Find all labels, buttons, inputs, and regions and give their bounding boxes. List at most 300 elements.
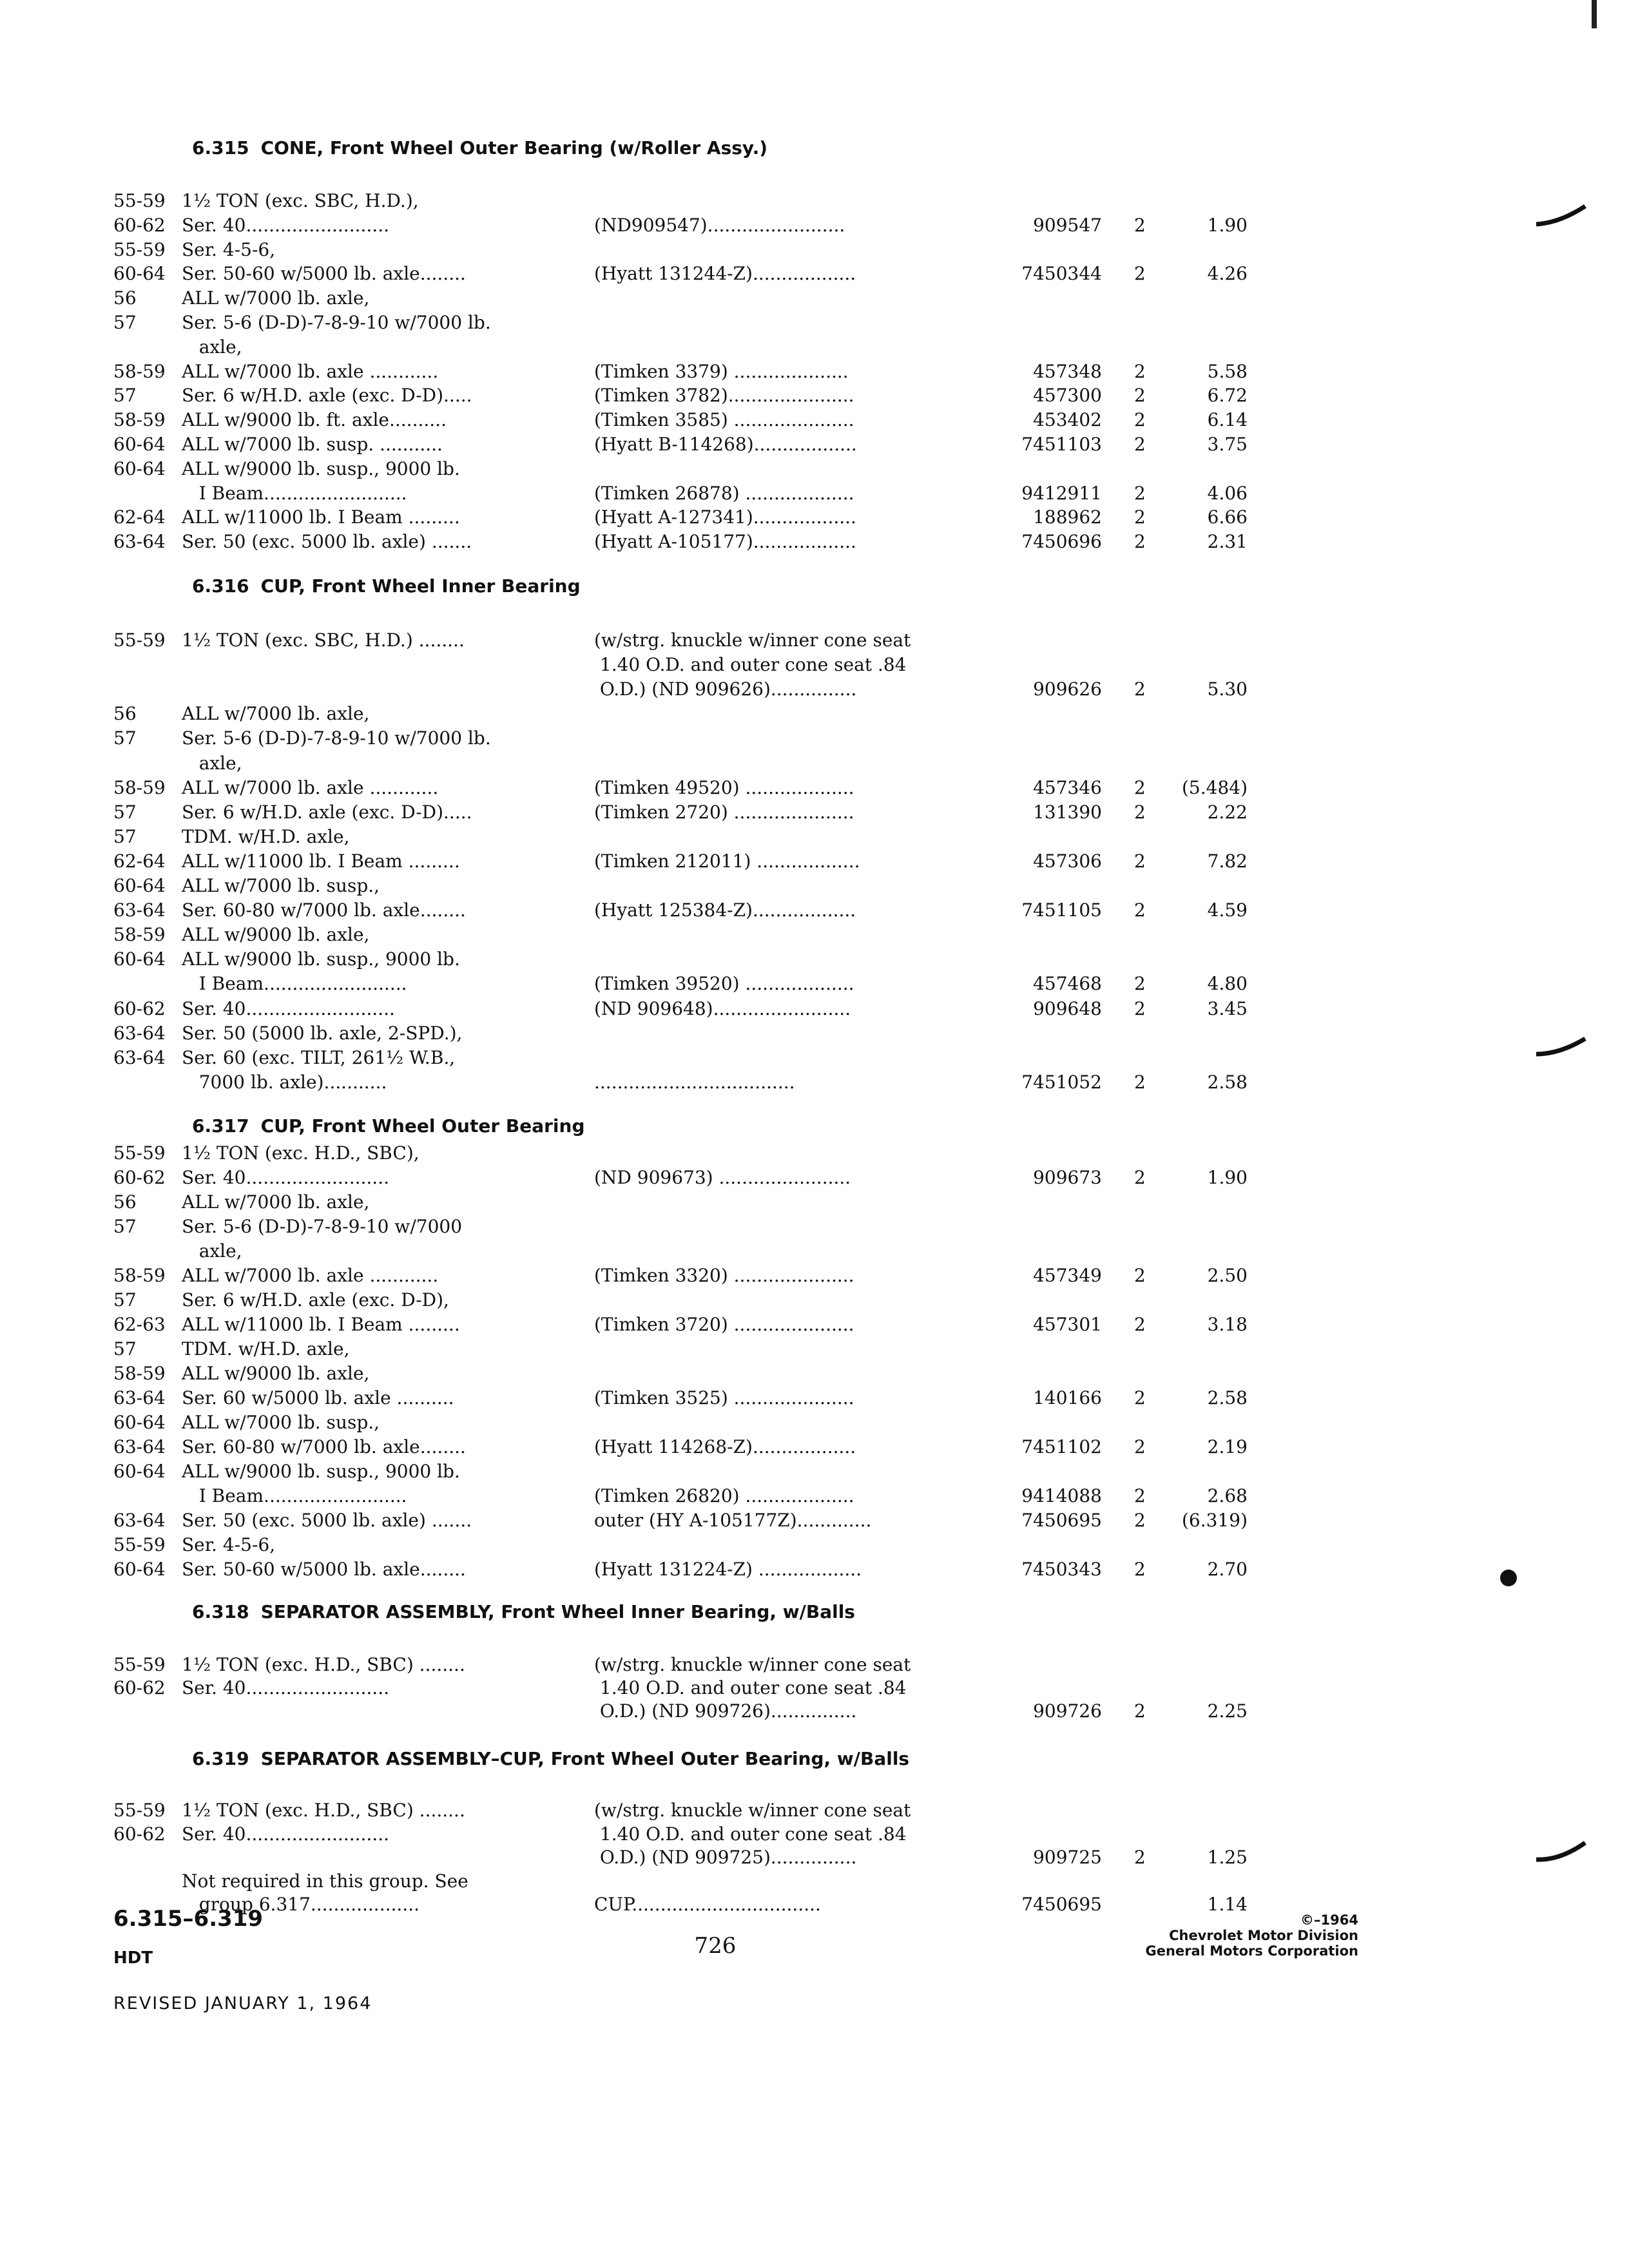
application-cell: Ser. 50-60 w/5000 lb. axle........ — [182, 263, 466, 284]
table-row — [0, 1165, 1629, 1191]
part-number-cell: 9414088 — [1021, 1485, 1102, 1506]
price-cell: 1.90 — [1207, 1167, 1248, 1188]
table-row — [0, 1045, 1629, 1071]
year-range-cell: 60-64 — [113, 263, 166, 284]
table-row — [0, 800, 1629, 825]
reference-cell: O.D.) (ND 909726)............... — [594, 1700, 857, 1722]
quantity-cell: 2 — [1134, 483, 1146, 504]
section-heading — [192, 1746, 909, 1772]
application-cell: Ser. 60 w/5000 lb. axle .......... — [182, 1387, 454, 1408]
part-number-cell: 7450343 — [1021, 1559, 1102, 1580]
section-heading — [192, 573, 581, 599]
part-number-cell: 909673 — [1033, 1167, 1102, 1188]
table-row — [0, 1287, 1629, 1313]
part-number-cell: 7451052 — [1021, 1072, 1102, 1093]
year-range-cell: 60-62 — [113, 1167, 166, 1188]
application-cell: axle, — [182, 753, 242, 774]
year-range-cell: 57 — [113, 1338, 137, 1360]
application-cell: ALL w/7000 lb. axle, — [182, 1191, 370, 1213]
price-cell: 1.90 — [1207, 215, 1248, 236]
margin-mark-icon — [1534, 1830, 1592, 1869]
quantity-cell: 2 — [1134, 973, 1146, 994]
reference-cell: (Timken 3585) ..................... — [594, 409, 854, 430]
table-row — [0, 1238, 1629, 1264]
section-heading — [192, 1113, 585, 1139]
price-cell: 7.82 — [1207, 850, 1248, 872]
reference-cell: (ND909547)........................ — [594, 215, 845, 236]
application-cell: ALL w/7000 lb. susp. ........... — [182, 434, 443, 455]
application-cell: 7000 lb. axle)........... — [182, 1072, 387, 1093]
reference-cell: (Hyatt 125384-Z).................. — [594, 899, 856, 921]
reference-cell: (ND 909648)........................ — [594, 998, 851, 1019]
year-range-cell: 60-64 — [113, 1412, 166, 1433]
reference-cell: (Hyatt 114268-Z).................. — [594, 1436, 856, 1457]
quantity-cell: 2 — [1134, 409, 1146, 430]
table-row — [0, 310, 1629, 336]
reference-cell: (w/strg. knuckle w/inner cone seat — [594, 1654, 911, 1675]
table-row — [0, 1869, 1629, 1894]
year-range-cell: 60-64 — [113, 948, 166, 970]
table-row — [0, 1410, 1629, 1436]
table-row — [0, 334, 1629, 360]
application-cell: ALL w/9000 lb. susp., 9000 lb. — [182, 458, 460, 479]
reference-cell: (Hyatt 131244-Z).................. — [594, 263, 856, 284]
quantity-cell: 2 — [1134, 1072, 1146, 1093]
price-cell: 4.59 — [1207, 899, 1248, 921]
part-number-cell: 7450696 — [1021, 531, 1102, 552]
reference-cell: (Timken 3525) ..................... — [594, 1387, 854, 1408]
year-range-cell: 60-64 — [113, 875, 166, 896]
reference-cell: (Timken 212011) .................. — [594, 850, 860, 872]
application-cell: Ser. 5-6 (D-D)-7-8-9-10 w/7000 lb. — [182, 727, 491, 749]
year-range-cell: 58-59 — [113, 1363, 166, 1384]
part-number-cell: 453402 — [1033, 409, 1102, 430]
section-title: CUP, Front Wheel Inner Bearing — [260, 575, 581, 597]
application-cell: ALL w/7000 lb. axle ............ — [182, 777, 439, 798]
application-cell: ALL w/11000 lb. I Beam ......... — [182, 1314, 460, 1335]
year-range-cell: 55-59 — [113, 1534, 166, 1555]
price-cell: 3.75 — [1207, 434, 1248, 455]
table-row — [0, 628, 1629, 653]
table-row — [0, 359, 1629, 385]
year-range-cell: 56 — [113, 287, 137, 309]
price-cell: 2.58 — [1207, 1387, 1248, 1408]
part-number-cell: 457306 — [1033, 850, 1102, 872]
table-row — [0, 751, 1629, 776]
application-cell: group 6.317................... — [182, 1894, 419, 1915]
table-row — [0, 726, 1629, 751]
table-row — [0, 1263, 1629, 1289]
table-row — [0, 407, 1629, 433]
reference-cell: 1.40 O.D. and outer cone seat .84 — [594, 1677, 907, 1698]
quantity-cell: 2 — [1134, 1700, 1146, 1722]
reference-cell: (Timken 26820) ................... — [594, 1485, 854, 1506]
table-row — [0, 996, 1629, 1022]
year-range-cell: 55-59 — [113, 1142, 166, 1164]
year-range-cell: 55-59 — [113, 1654, 166, 1675]
quantity-cell: 2 — [1134, 899, 1146, 921]
section-number: 6.317 — [192, 1115, 249, 1137]
application-cell: TDM. w/H.D. axle, — [182, 1338, 350, 1360]
reference-cell: O.D.) (ND 909725)............... — [594, 1847, 857, 1868]
application-cell: Ser. 5-6 (D-D)-7-8-9-10 w/7000 — [182, 1216, 463, 1237]
part-number-cell: 457346 — [1033, 777, 1102, 798]
table-row — [0, 775, 1629, 801]
application-cell: Ser. 60 (exc. TILT, 261½ W.B., — [182, 1047, 456, 1068]
quantity-cell: 2 — [1134, 678, 1146, 700]
application-cell: Ser. 50 (exc. 5000 lb. axle) ....... — [182, 1510, 472, 1531]
price-cell: 2.58 — [1207, 1072, 1248, 1093]
section-title: SEPARATOR ASSEMBLY, Front Wheel Inner Bearing, w/Balls — [260, 1601, 855, 1622]
part-number-cell: 7450695 — [1021, 1894, 1102, 1915]
part-number-cell: 457348 — [1033, 361, 1102, 382]
table-row — [0, 1483, 1629, 1509]
group-range: 6.315–6.319 — [113, 1906, 264, 1932]
price-cell: 3.45 — [1207, 998, 1248, 1019]
reference-cell: (Hyatt A-127341).................. — [594, 506, 856, 528]
table-row — [0, 529, 1629, 555]
quantity-cell: 2 — [1134, 1387, 1146, 1408]
price-cell: 4.80 — [1207, 973, 1248, 994]
part-number-cell: 7450344 — [1021, 263, 1102, 284]
application-cell: ALL w/9000 lb. axle, — [182, 1363, 370, 1384]
application-cell: ALL w/7000 lb. susp., — [182, 875, 380, 896]
reference-cell: 1.40 O.D. and outer cone seat .84 — [594, 1823, 907, 1845]
reference-cell: (Timken 2720) ..................... — [594, 802, 854, 823]
application-cell: ALL w/7000 lb. axle, — [182, 703, 370, 724]
application-cell: 1½ TON (exc. SBC, H.D.) ........ — [182, 629, 465, 651]
year-range-cell: 63-64 — [113, 531, 166, 552]
reference-cell: (w/strg. knuckle w/inner cone seat — [594, 629, 911, 651]
year-range-cell: 60-64 — [113, 458, 166, 479]
price-cell: 2.25 — [1207, 1700, 1248, 1722]
application-cell: Ser. 40......................... — [182, 1167, 389, 1188]
table-row — [0, 456, 1629, 482]
table-row — [0, 1652, 1629, 1678]
price-cell: 5.58 — [1207, 361, 1248, 382]
application-cell: Ser. 40......................... — [182, 1677, 389, 1698]
part-number-cell: 188962 — [1033, 506, 1102, 528]
application-cell: axle, — [182, 336, 242, 358]
section-heading — [192, 1599, 855, 1625]
year-range-cell: 62-64 — [113, 506, 166, 528]
part-number-cell: 131390 — [1033, 802, 1102, 823]
application-cell: I Beam......................... — [182, 483, 407, 504]
application-cell: 1½ TON (exc. SBC, H.D.), — [182, 190, 419, 211]
price-cell: (5.484) — [1181, 777, 1248, 798]
year-range-cell: 55-59 — [113, 190, 166, 211]
year-range-cell: 60-62 — [113, 998, 166, 1019]
quantity-cell: 2 — [1134, 802, 1146, 823]
reference-cell: (Hyatt A-105177).................. — [594, 531, 856, 552]
quantity-cell: 2 — [1134, 850, 1146, 872]
catalog-code: HDT — [113, 1948, 153, 1968]
section-title: SEPARATOR ASSEMBLY–CUP, Front Wheel Outer Bearing, w/Balls — [260, 1748, 910, 1769]
price-cell: 6.72 — [1207, 385, 1248, 406]
reference-cell: (Timken 3720) ..................... — [594, 1314, 854, 1335]
quantity-cell: 2 — [1134, 1265, 1146, 1286]
part-number-cell: 7450695 — [1021, 1510, 1102, 1531]
reference-cell: (Timken 3320) ..................... — [594, 1265, 854, 1286]
year-range-cell: 58-59 — [113, 1265, 166, 1286]
table-row — [0, 1821, 1629, 1847]
reference-cell: 1.40 O.D. and outer cone seat .84 — [594, 654, 907, 675]
table-row — [0, 188, 1629, 214]
reference-cell: (Timken 49520) ................... — [594, 777, 854, 798]
table-row — [0, 285, 1629, 311]
application-cell: 1½ TON (exc. H.D., SBC) ........ — [182, 1800, 465, 1821]
reference-cell: (Hyatt 131224-Z) .................. — [594, 1559, 862, 1580]
table-row — [0, 873, 1629, 899]
year-range-cell: 63-64 — [113, 1047, 166, 1068]
application-cell: Ser. 50 (5000 lb. axle, 2-SPD.), — [182, 1023, 463, 1044]
revision-date: REVISED JANUARY 1, 1964 — [113, 1994, 372, 2013]
year-range-cell: 63-64 — [113, 1387, 166, 1408]
year-range-cell: 60-64 — [113, 1559, 166, 1580]
corporation-name: General Motors Corporation — [1145, 1943, 1358, 1959]
year-range-cell: 58-59 — [113, 409, 166, 430]
application-cell: ALL w/9000 lb. axle, — [182, 924, 370, 945]
table-row — [0, 1385, 1629, 1411]
quantity-cell: 2 — [1134, 1510, 1146, 1531]
section-heading — [192, 135, 767, 161]
application-cell: Ser. 40.......................... — [182, 998, 395, 1019]
section-number: 6.318 — [192, 1601, 249, 1622]
table-row — [0, 849, 1629, 874]
price-cell: 6.66 — [1207, 506, 1248, 528]
application-cell: Ser. 40......................... — [182, 1823, 389, 1845]
quantity-cell: 2 — [1134, 434, 1146, 455]
application-cell: Ser. 4-5-6, — [182, 1534, 276, 1555]
table-row — [0, 971, 1629, 997]
table-row — [0, 677, 1629, 702]
year-range-cell: 57 — [113, 385, 137, 406]
table-row — [0, 1021, 1629, 1046]
part-number-cell: 457301 — [1033, 1314, 1102, 1335]
reference-cell: O.D.) (ND 909626)............... — [594, 678, 857, 700]
quantity-cell: 2 — [1134, 1485, 1146, 1506]
price-cell: 4.26 — [1207, 263, 1248, 284]
reference-cell: (ND 909673) ....................... — [594, 1167, 851, 1188]
application-cell: Not required in this group. See — [182, 1870, 468, 1892]
quantity-cell: 2 — [1134, 385, 1146, 406]
price-cell: 5.30 — [1207, 678, 1248, 700]
section-number: 6.319 — [192, 1748, 249, 1769]
application-cell: Ser. 6 w/H.D. axle (exc. D-D)..... — [182, 385, 472, 406]
application-cell: ALL w/7000 lb. axle ............ — [182, 1265, 439, 1286]
price-cell: 2.50 — [1207, 1265, 1248, 1286]
year-range-cell: 58-59 — [113, 361, 166, 382]
price-cell: 2.19 — [1207, 1436, 1248, 1457]
table-row — [0, 1532, 1629, 1558]
table-row — [0, 1459, 1629, 1485]
table-row — [0, 1214, 1629, 1240]
copyright-notice: ©–1964 — [1300, 1912, 1358, 1928]
price-cell: 2.22 — [1207, 802, 1248, 823]
page-number: 726 — [694, 1933, 737, 1959]
table-row — [0, 1675, 1629, 1701]
quantity-cell: 2 — [1134, 1167, 1146, 1188]
quantity-cell: 2 — [1134, 215, 1146, 236]
reference-cell: (Timken 39520) ................... — [594, 973, 854, 994]
application-cell: ALL w/9000 lb. susp., 9000 lb. — [182, 948, 460, 970]
part-number-cell: 9412911 — [1021, 483, 1102, 504]
price-cell: (6.319) — [1181, 1510, 1248, 1531]
quantity-cell: 2 — [1134, 361, 1146, 382]
edge-mark — [1592, 0, 1597, 28]
application-cell: Ser. 4-5-6, — [182, 239, 276, 260]
table-row — [0, 1189, 1629, 1215]
year-range-cell: 57 — [113, 1216, 137, 1237]
punch-hole-dot — [1500, 1570, 1517, 1586]
quantity-cell: 2 — [1134, 1847, 1146, 1868]
part-number-cell: 909725 — [1033, 1847, 1102, 1868]
quantity-cell: 2 — [1134, 1559, 1146, 1580]
year-range-cell: 63-64 — [113, 1023, 166, 1044]
part-number-cell: 909626 — [1033, 678, 1102, 700]
table-row — [0, 1698, 1629, 1724]
quantity-cell: 2 — [1134, 998, 1146, 1019]
table-row — [0, 1140, 1629, 1166]
application-cell: ALL w/7000 lb. axle, — [182, 287, 370, 309]
reference-cell: (Hyatt B-114268).................. — [594, 434, 857, 455]
application-cell: Ser. 6 w/H.D. axle (exc. D-D)..... — [182, 802, 472, 823]
table-row — [0, 1798, 1629, 1823]
table-row — [0, 261, 1629, 287]
year-range-cell: 60-62 — [113, 215, 166, 236]
year-range-cell: 63-64 — [113, 1436, 166, 1457]
quantity-cell: 2 — [1134, 1436, 1146, 1457]
price-cell: 2.68 — [1207, 1485, 1248, 1506]
year-range-cell: 60-62 — [113, 1677, 166, 1698]
part-number-cell: 457300 — [1033, 385, 1102, 406]
part-number-cell: 7451103 — [1021, 434, 1102, 455]
year-range-cell: 56 — [113, 1191, 137, 1213]
table-row — [0, 922, 1629, 948]
price-cell: 4.06 — [1207, 483, 1248, 504]
part-number-cell: 7451102 — [1021, 1436, 1102, 1457]
year-range-cell: 57 — [113, 727, 137, 749]
year-range-cell: 56 — [113, 703, 137, 724]
table-row — [0, 1361, 1629, 1387]
table-row — [0, 481, 1629, 506]
quantity-cell: 2 — [1134, 1314, 1146, 1335]
part-number-cell: 909648 — [1033, 998, 1102, 1019]
year-range-cell: 60-64 — [113, 434, 166, 455]
quantity-cell: 2 — [1134, 531, 1146, 552]
quantity-cell: 2 — [1134, 506, 1146, 528]
year-range-cell: 63-64 — [113, 1510, 166, 1531]
application-cell: ALL w/7000 lb. susp., — [182, 1412, 380, 1433]
application-cell: Ser. 40......................... — [182, 215, 389, 236]
application-cell: I Beam......................... — [182, 1485, 407, 1506]
section-title: CONE, Front Wheel Outer Bearing (w/Roller Assy.) — [260, 137, 768, 159]
table-row — [0, 1070, 1629, 1095]
reference-cell: (w/strg. knuckle w/inner cone seat — [594, 1800, 911, 1821]
year-range-cell: 63-64 — [113, 899, 166, 921]
section-number: 6.315 — [192, 137, 249, 159]
quantity-cell: 2 — [1134, 777, 1146, 798]
table-row — [0, 383, 1629, 408]
table-row — [0, 1845, 1629, 1870]
reference-cell: outer (HY A-105177Z)............. — [594, 1510, 872, 1531]
application-cell: Ser. 60-80 w/7000 lb. axle........ — [182, 899, 466, 921]
table-row — [0, 1434, 1629, 1460]
year-range-cell: 55-59 — [113, 629, 166, 651]
year-range-cell: 62-64 — [113, 850, 166, 872]
price-cell: 3.18 — [1207, 1314, 1248, 1335]
table-row — [0, 1557, 1629, 1582]
section-title: CUP, Front Wheel Outer Bearing — [260, 1115, 585, 1137]
application-cell: I Beam......................... — [182, 973, 407, 994]
table-row — [0, 213, 1629, 238]
application-cell: ALL w/11000 lb. I Beam ......... — [182, 506, 460, 528]
part-number-cell: 7451105 — [1021, 899, 1102, 921]
application-cell: TDM. w/H.D. axle, — [182, 826, 350, 847]
table-row — [0, 1508, 1629, 1533]
price-cell: 2.31 — [1207, 531, 1248, 552]
year-range-cell: 57 — [113, 1289, 137, 1311]
year-range-cell: 60-62 — [113, 1823, 166, 1845]
division-name: Chevrolet Motor Division — [1169, 1928, 1358, 1943]
application-cell: Ser. 5-6 (D-D)-7-8-9-10 w/7000 lb. — [182, 312, 491, 333]
part-number-cell: 909547 — [1033, 215, 1102, 236]
table-row — [0, 432, 1629, 457]
part-number-cell: 457468 — [1033, 973, 1102, 994]
price-cell: 1.25 — [1207, 1847, 1248, 1868]
year-range-cell: 57 — [113, 826, 137, 847]
table-row — [0, 505, 1629, 530]
margin-mark-icon — [1534, 1024, 1592, 1063]
application-cell: ALL w/9000 lb. susp., 9000 lb. — [182, 1461, 460, 1482]
application-cell: Ser. 50-60 w/5000 lb. axle........ — [182, 1559, 466, 1580]
application-cell: Ser. 60-80 w/7000 lb. axle........ — [182, 1436, 466, 1457]
application-cell: Ser. 6 w/H.D. axle (exc. D-D), — [182, 1289, 449, 1311]
section-number: 6.316 — [192, 575, 249, 597]
quantity-cell: 2 — [1134, 263, 1146, 284]
price-cell: 6.14 — [1207, 409, 1248, 430]
year-range-cell: 55-59 — [113, 1800, 166, 1821]
part-number-cell: 457349 — [1033, 1265, 1102, 1286]
table-row — [0, 898, 1629, 923]
table-row — [0, 237, 1629, 263]
application-cell: Ser. 50 (exc. 5000 lb. axle) ....... — [182, 531, 472, 552]
reference-cell: ................................... — [594, 1072, 795, 1093]
application-cell: 1½ TON (exc. H.D., SBC) ........ — [182, 1654, 465, 1675]
reference-cell: (Timken 3782)...................... — [594, 385, 854, 406]
application-cell: axle, — [182, 1240, 242, 1262]
table-row — [0, 1336, 1629, 1362]
year-range-cell: 57 — [113, 312, 137, 333]
reference-cell: (Timken 3379) .................... — [594, 361, 849, 382]
year-range-cell: 60-64 — [113, 1461, 166, 1482]
table-row — [0, 1312, 1629, 1338]
table-row — [0, 824, 1629, 850]
price-cell: 2.70 — [1207, 1559, 1248, 1580]
table-row — [0, 701, 1629, 727]
application-cell: 1½ TON (exc. H.D., SBC), — [182, 1142, 419, 1164]
application-cell: ALL w/11000 lb. I Beam ......... — [182, 850, 460, 872]
year-range-cell: 62-63 — [113, 1314, 166, 1335]
year-range-cell: 55-59 — [113, 239, 166, 260]
year-range-cell: 57 — [113, 802, 137, 823]
table-row — [0, 652, 1629, 678]
price-cell: 1.14 — [1207, 1894, 1248, 1915]
year-range-cell: 58-59 — [113, 777, 166, 798]
part-number-cell: 909726 — [1033, 1700, 1102, 1722]
part-number-cell: 140166 — [1033, 1387, 1102, 1408]
reference-cell: CUP................................. — [594, 1894, 821, 1915]
